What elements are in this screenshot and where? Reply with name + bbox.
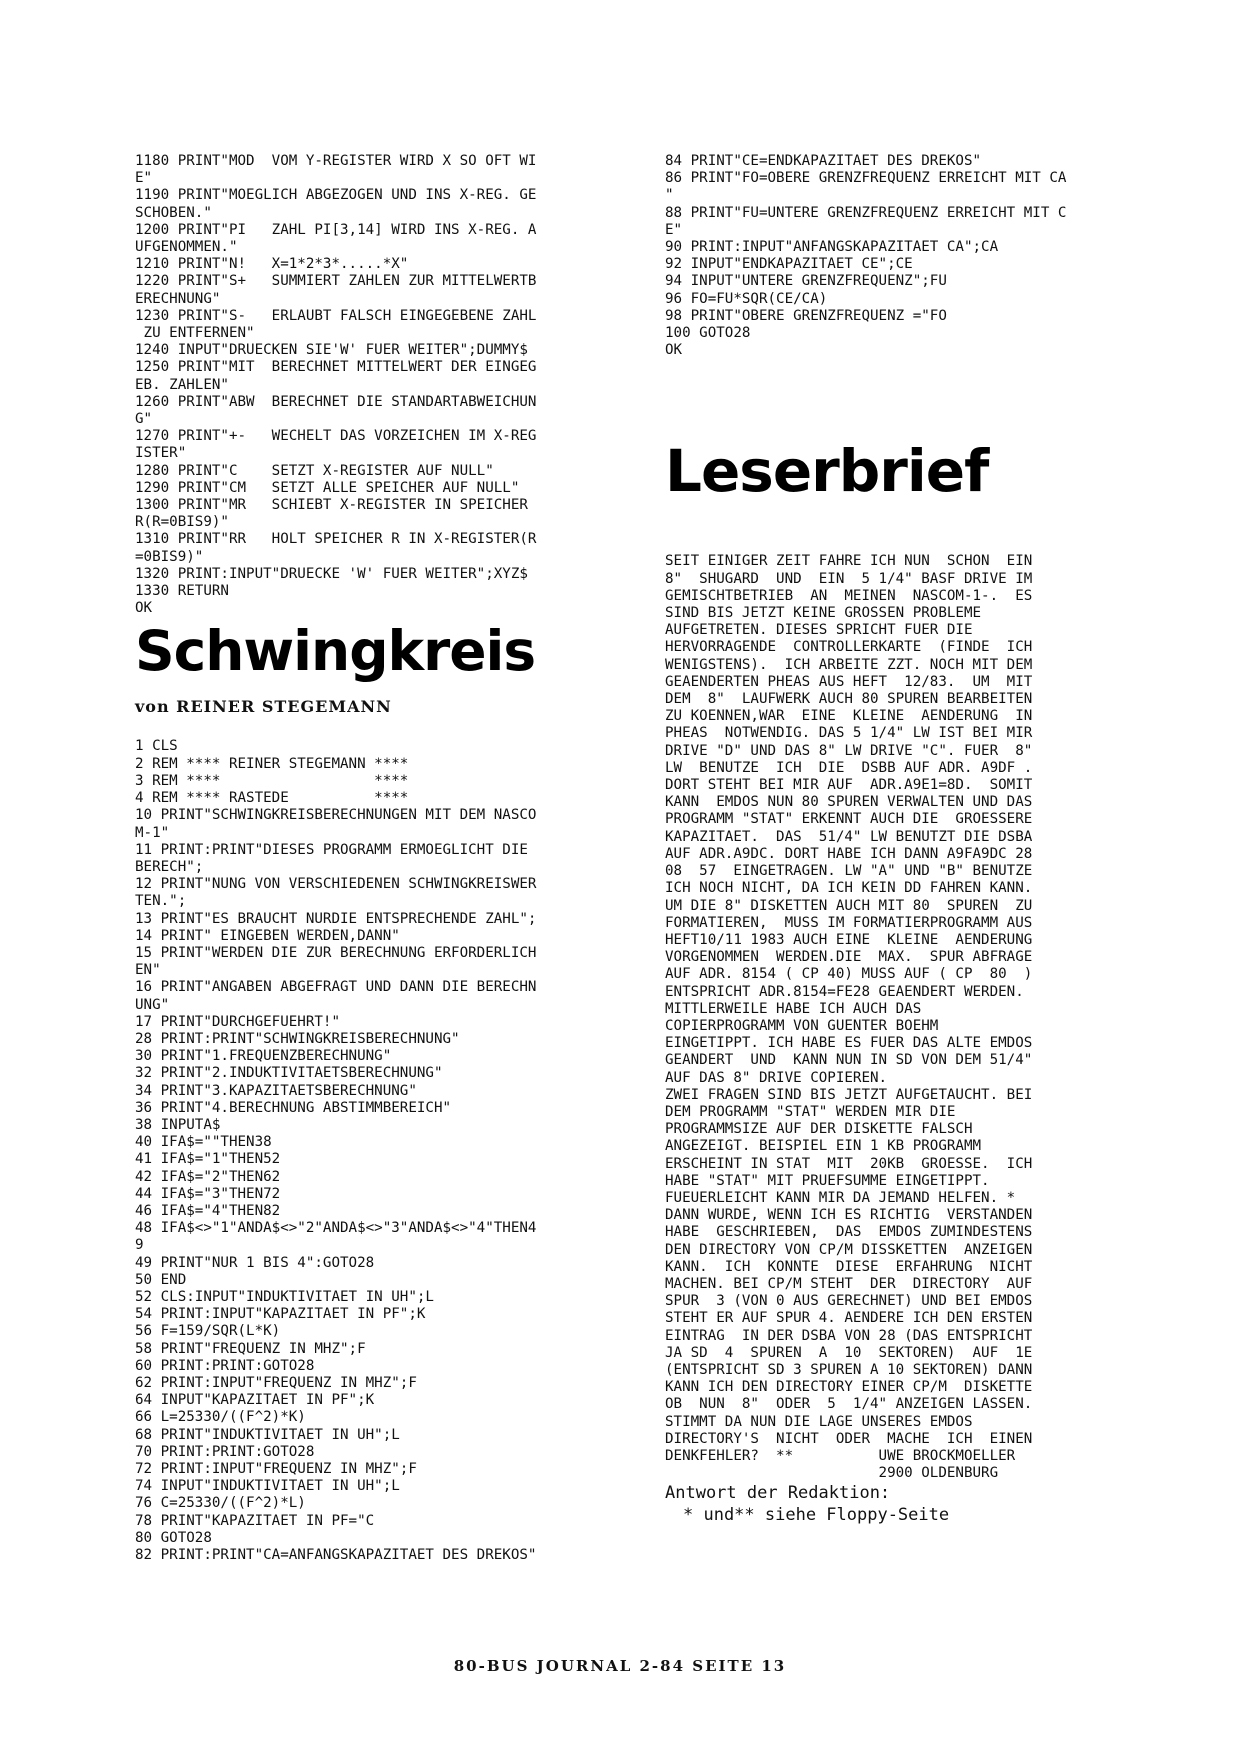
- article-byline: von REINER STEGEMANN: [135, 697, 392, 717]
- code-listing-schwingkreis: 1 CLS 2 REM **** REINER STEGEMANN **** 3 REM **** **** 4 REM **** RASTEDE **** 10 PRINT"SCHWINGKREISBERECHNUNGEN MIT DEM NASCO M-1" 11 PRINT:PRINT"DIESES PROGRAMM ERMOEGLICHT DIE BERECH"; 12 PRINT"NUNG VON VERSCHIEDENEN SCHWINGKREISWER TEN."; 13 PRINT"ES BRAUCHT NURDIE ENTSPRECHENDE ZAHL"; 14 PRINT" EINGEBEN WERDEN,DANN" 15 PRINT"WERDEN DIE ZUR BERECHNUNG ERFORDERLICH EN" 16 PRINT"ANGABEN ABGEFRAGT UND DANN DIE BERECHN UNG" 17 PRINT"DURCHGEFUEHRT!" 28 PRINT:PRINT"SCHWINGKREISBERECHNUNG" 30 PRINT"1.FREQUENZBERECHNUNG" 32 PRINT"2.INDUKTIVITAETSBERECHNUNG" 34 PRINT"3.KAPAZITAETSBERECHNUNG" 36 PRINT"4.BERECHNUNG ABSTIMMBEREICH" 38 INPUTA$ 40 IFA$=""THEN38 41 IFA$="1"THEN52 42 IFA$="2"THEN62 44 IFA$="3"THEN72 46 IFA$="4"THEN82 48 IFA$<>"1"ANDA$<>"2"ANDA$<>"3"ANDA$<>"4"THEN4 9 49 PRINT"NUR 1 BIS 4":GOTO28 50 END 52 CLS:INPUT"INDUKTIVITAET IN UH";L 54 PRINT:INPUT"KAPAZITAET IN PF";K 56 F=159/SQR(L*K) 58 PRINT"FREQUENZ IN MHZ";F 60 PRINT:PRINT:GOTO28 62 PRINT:INPUT"FREQUENZ IN MHZ";F 64 INPUT"KAPAZITAET IN PF";K 66 L=25330/((F^2)*K) 68 PRINT"INDUKTIVITAET IN UH";L 70 PRINT:PRINT:GOTO28 72 PRINT:INPUT"FREQUENZ IN MHZ";F 74 INPUT"INDUKTIVITAET IN UH";L 76 C=25330/((F^2)*L) 78 PRINT"KAPAZITAET IN PF="C 80 GOTO28 82 PRINT:PRINT"CA=ANFANGSKAPAZITAET DES DREKOS": [135, 738, 537, 1564]
- letter-paragraph: ZWEI FRAGEN SIND BIS JETZT AUFGETAUCHT. BEI DEM PROGRAMM "STAT" WERDEN MIR DIE PROGRAMMSIZE AUF DER DISKETTE FALSCH ANGEZEIGT. BEISPIEL EIN 1 KB PROGRAMM ERSCHEINT IN STAT MIT 20KB GROESSE. ICH HABE "STAT" MIT PRUEFSUMME EINGETIPPT. FUEUERLEICHT KANN MIR DA JEMAND HELFEN. *: [665, 1086, 1033, 1206]
- code-listing-continued: 1180 PRINT"MOD VOM Y-REGISTER WIRD X SO OFT WI E" 1190 PRINT"MOEGLICH ABGEZOGEN UND INS X-REG. GE SCHOBEN." 1200 PRINT"PI ZAHL PI[3,14] WIRD INS X-REG. A UFGENOMMEN." 1210 PRINT"N! X=1*2*3*.....*X" 1220 PRINT"S+ SUMMIERT ZAHLEN ZUR MITTELWERTB ERECHNUNG" 1230 PRINT"S- ERLAUBT FALSCH EINGEGEBENE ZAHL ZU ENTFERNEN" 1240 INPUT"DRUECKEN SIE'W' FUER WEITER";DUMMY$ 1250 PRINT"MIT BERECHNET MITTELWERT DER EINGEG EB. ZAHLEN" 1260 PRINT"ABW BERECHNET DIE STANDARTABWEICHUN G" 1270 PRINT"+- WECHELT DAS VORZEICHEN IM X-REG ISTER" 1280 PRINT"C SETZT X-REGISTER AUF NULL" 1290 PRINT"CM SETZT ALLE SPEICHER AUF NULL" 1300 PRINT"MR SCHIEBT X-REGISTER IN SPEICHER R(R=0BIS9)" 1310 PRINT"RR HOLT SPEICHER R IN X-REGISTER(R =0BIS9)" 1320 PRINT:INPUT"DRUECKE 'W' FUER WEITER";XYZ$ 1330 RETURN OK: [135, 153, 537, 617]
- right-column: [665, 153, 1165, 1526]
- letter-paragraph: UM DIE 8" DISKETTEN AUCH MIT 80 SPUREN ZU FORMATIEREN, MUSS IM FORMATIERPROGRAMM AUS HEFT10/11 1983 AUCH EINE KLEINE AENDERUNG VORGENOMMEN WERDEN.DIE MAX. SPUR ABFRAGE AUF ADR. 8154 ( CP 40) MUSS AUF ( CP 80 ) ENTSPRICHT ADR.8154=FE28 GEAENDERT WERDEN.: [665, 897, 1033, 1000]
- code-listing-schwingkreis-end: 84 PRINT"CE=ENDKAPAZITAET DES DREKOS" 86 PRINT"FO=OBERE GRENZFREQUENZ ERREICHT MIT CA " 88 PRINT"FU=UNTERE GRENZFREQUENZ ERREICHT MIT C E" 90 PRINT:INPUT"ANFANGSKAPAZITAET CA";CA 92 INPUT"ENDKAPAZITAET CE";CE 94 INPUT"UNTERE GRENZFREQUENZ";FU 96 FO=FU*SQR(CE/CA) 98 PRINT"OBERE GRENZFREQUENZ ="FO 100 GOTO28 OK: [665, 153, 1067, 359]
- editor-answer-label: Antwort der Redaktion:: [665, 1483, 891, 1504]
- letter-paragraph: SEIT EINIGER ZEIT FAHRE ICH NUN SCHON EIN 8" SHUGARD UND EIN 5 1/4" BASF DRIVE IM GEMISCHTBETRIEB AN MEINEN NASCOM-1-. ES SIND BIS JETZT KEINE GROSSEN PROBLEME AUFGETRETEN. DIESES SPRICHT FUER DIE HERVORRAGENDE CONTROLLERKARTE (FINDE ICH WENIGSTENS). ICH ARBEITE ZZT. NOCH MIT DEM GEAENDERTEN PHEAS AUS HEFT 12/83. UM MIT DEM 8" LAUFWERK AUCH 80 SPUREN BEARBEITEN ZU KOENNEN,WAR EINE KLEINE AENDERUNG IN PHEAS NOTWENDIG. DAS 5 1/4" LW IST BEI MIR DRIVE "D" UND DAS 8" LW DRIVE "C". FUER 8" LW BENUTZE ICH DIE DSBB AUF ADR. A9DF . DORT STEHT BEI MIR AUF ADR.A9E1=8D. SOMIT KANN EMDOS NUN 80 SPUREN VERWALTEN UND DAS PROGRAMM "STAT" ERKENNT AUCH DIE GROESSERE KAPAZITAET. DAS 51/4" LW BENUTZT DIE DSBA AUF ADR.A9DC. DORT HABE ICH DANN A9FA9DC 28 08 57 EINGETRAGEN. LW "A" UND "B" BENUTZE ICH NOCH NICHT, DA ICH KEIN DD FAHREN KANN.: [665, 553, 1033, 897]
- editor-answer-text: * und** siehe Floppy-Seite: [683, 1505, 950, 1526]
- letter-paragraph: DANN WURDE, WENN ICH ES RICHTIG VERSTANDEN HABE GESCHRIEBEN, DAS EMDOS ZUMINDESTENS DEN DIRECTORY VON CP/M DISSKETTEN ANZEIGEN KANN. ICH KONNTE DIESE ERFAHRUNG NICHT MACHEN. BEI CP/M STEHT DER DIRECTORY AUF SPUR 3 (VON 0 AUS GERECHNET) UND BEI EMDOS STEHT ER AUF SPUR 4. AENDERE ICH DEN ERSTEN EINTRAG IN DER DSBA VON 28 (DAS ENTSPRICHT JA SD 4 SPUREN A 10 SEKTOREN) AUF 1E (ENTSPRICHT SD 3 SPUREN A 10 SEKTOREN) DANN KANN ICH DEN DIRECTORY EINER CP/M DISKETTE OB NUN 8" ODER 5 1/4" ANZEIGEN LASSEN. STIMMT DA NUN DIE LAGE UNSERES EMDOS DIRECTORY'S NICHT ODER MACHE ICH EINEN DENKFEHLER? ** UWE BROCKMOELLER 2900 OLDENBURG: [665, 1207, 1033, 1482]
- letter-paragraph: MITTLERWEILE HABE ICH AUCH DAS COPIERPROGRAMM VON GUENTER BOEHM EINGETIPPT. ICH HABE ES FUER DAS ALTE EMDOS GEANDERT UND KANN NUN IN SD VON DEM 51/4" AUF DAS 8" DRIVE COPIEREN.: [665, 1000, 1033, 1086]
- article-title-leserbrief: Leserbrief: [665, 437, 989, 506]
- left-column: [135, 153, 635, 1564]
- page-footer: 80-BUS JOURNAL 2-84 SEITE 13: [453, 1657, 787, 1675]
- article-title-schwingkreis: Schwingkreis: [135, 619, 536, 684]
